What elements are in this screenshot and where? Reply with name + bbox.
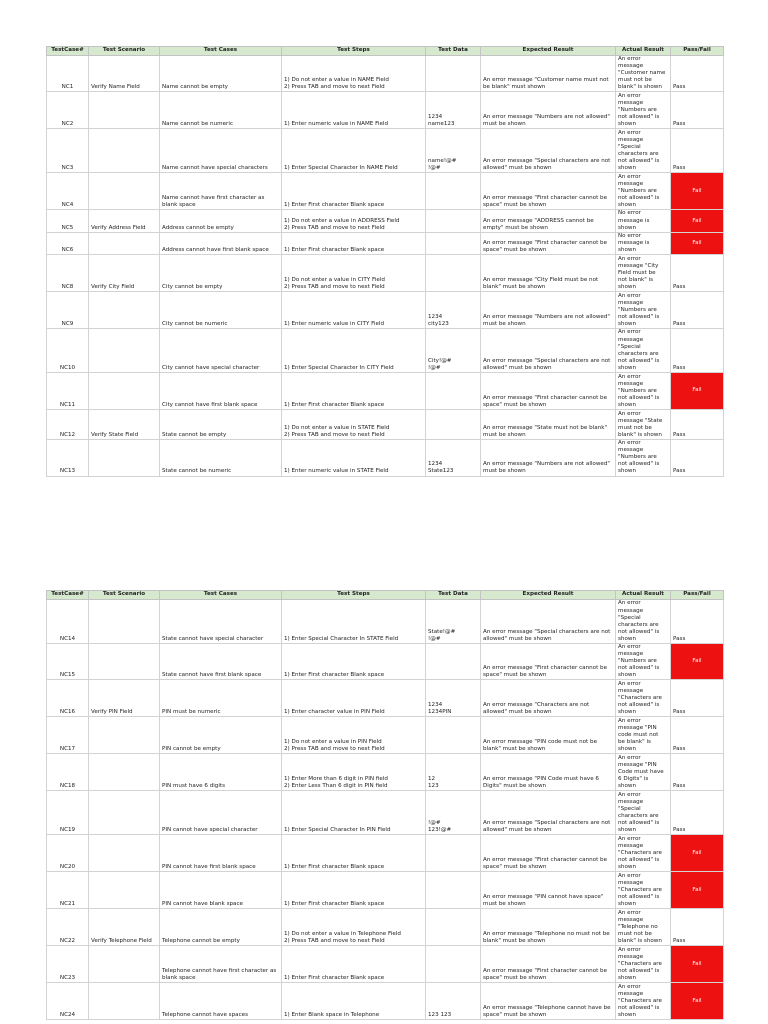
expected-result: An error message "Characters are not allowed" must be shown xyxy=(481,680,616,717)
test-case: Name cannot have first character as blank space xyxy=(160,173,282,210)
col-header-status: Pass/Fail xyxy=(671,591,724,600)
table-row xyxy=(47,717,724,754)
test-steps: 1) Enter Special Character In STATE Field xyxy=(282,600,426,644)
expected-result: An error message "First character cannot be space" must be shown xyxy=(481,173,616,210)
status-badge: Fail xyxy=(671,373,724,410)
status-badge: Fail xyxy=(671,872,724,909)
actual-result: An error message "Characters are not allowed" is shown xyxy=(616,946,671,983)
test-case: State cannot have first blank space xyxy=(160,644,282,680)
test-scenario xyxy=(89,791,160,835)
status-badge: Fail xyxy=(671,210,724,232)
test-steps: 1) Enter numeric value in STATE Field xyxy=(282,440,426,476)
test-case: PIN cannot have blank space xyxy=(160,872,282,909)
col-header-scenario: Test Scenario xyxy=(89,47,160,56)
col-header-expected: Expected Result xyxy=(481,47,616,56)
testcase-id: NC1 xyxy=(47,56,89,92)
test-scenario: Verify City Field xyxy=(89,255,160,292)
test-data xyxy=(426,373,481,410)
table-row xyxy=(47,373,724,410)
col-header-cases: Test Cases xyxy=(160,591,282,600)
test-case: Name cannot be numeric xyxy=(160,92,282,129)
actual-result: An error message "Characters are not allowed" is shown xyxy=(616,872,671,909)
testcase-id: NC8 xyxy=(47,255,89,292)
test-case-table-2 xyxy=(46,590,724,1020)
test-case: PIN cannot have first blank space xyxy=(160,835,282,872)
testcase-id: NC16 xyxy=(47,680,89,717)
test-steps: 1) Enter First character Blank space xyxy=(282,872,426,909)
testcase-id: NC19 xyxy=(47,791,89,835)
col-header-data: Test Data xyxy=(426,591,481,600)
actual-result: No error message is shown xyxy=(616,210,671,232)
test-scenario xyxy=(89,92,160,129)
test-scenario xyxy=(89,983,160,1020)
expected-result: An error message "First character cannot be space" must be shown xyxy=(481,946,616,983)
actual-result: An error message "Characters are not allowed" is shown xyxy=(616,680,671,717)
test-scenario xyxy=(89,129,160,173)
test-steps: 1) Enter Special Character In NAME Field xyxy=(282,129,426,173)
test-data xyxy=(426,835,481,872)
test-case: State cannot have special character xyxy=(160,600,282,644)
table-row xyxy=(47,872,724,909)
test-data: State!@# !@# xyxy=(426,600,481,644)
testcase-id: NC17 xyxy=(47,717,89,754)
expected-result: An error message "Special characters are not allowed" must be shown xyxy=(481,791,616,835)
test-steps: 1) Enter First character Blank space xyxy=(282,173,426,210)
actual-result: An error message "Numbers are not allowed" is shown xyxy=(616,373,671,410)
col-header-testcase: TestCase# xyxy=(47,47,89,56)
test-scenario xyxy=(89,754,160,791)
test-case: PIN must be numeric xyxy=(160,680,282,717)
testcase-id: NC14 xyxy=(47,600,89,644)
testcase-id: NC15 xyxy=(47,644,89,680)
status-badge: Fail xyxy=(671,232,724,254)
test-scenario xyxy=(89,232,160,254)
actual-result: An error message "Numbers are not allowed" is shown xyxy=(616,440,671,476)
actual-result: An error message "Characters are not allowed" is shown xyxy=(616,835,671,872)
table-row xyxy=(47,92,724,129)
test-case: PIN cannot have special character xyxy=(160,791,282,835)
table-row xyxy=(47,129,724,173)
expected-result: An error message "Special characters are not allowed" must be shown xyxy=(481,129,616,173)
actual-result: An error message "Special characters are not allowed" is shown xyxy=(616,329,671,373)
actual-result: An error message "Numbers are not allowed" is shown xyxy=(616,173,671,210)
actual-result: An error message "Special characters are not allowed" is shown xyxy=(616,129,671,173)
test-scenario: Verify Name Field xyxy=(89,56,160,92)
test-case-table-1 xyxy=(46,46,724,477)
table-row xyxy=(47,232,724,254)
test-scenario xyxy=(89,292,160,329)
expected-result: An error message "First character cannot be space" must be shown xyxy=(481,835,616,872)
actual-result: An error message "State must not be blank" is shown xyxy=(616,410,671,440)
test-scenario: Verify Address Field xyxy=(89,210,160,232)
expected-result: An error message "Telephone no must not be blank" must be shown xyxy=(481,909,616,946)
test-scenario xyxy=(89,946,160,983)
test-scenario xyxy=(89,173,160,210)
table-row xyxy=(47,644,724,680)
test-data xyxy=(426,644,481,680)
table-row xyxy=(47,909,724,946)
status-badge: Fail xyxy=(671,946,724,983)
status-badge: Pass xyxy=(671,329,724,373)
test-steps: 1) Enter character value in PIN Field xyxy=(282,680,426,717)
test-case: PIN cannot be empty xyxy=(160,717,282,754)
expected-result: An error message "Special characters are not allowed" must be shown xyxy=(481,600,616,644)
actual-result: An error message "Special characters are not allowed" is shown xyxy=(616,791,671,835)
test-data xyxy=(426,255,481,292)
expected-result: An error message "ADDRESS cannot be empty" must be shown xyxy=(481,210,616,232)
test-data: 1234 State123 xyxy=(426,440,481,476)
test-scenario xyxy=(89,329,160,373)
expected-result: An error message "First character cannot be space" must be shown xyxy=(481,232,616,254)
expected-result: An error message "Numbers are not allowed" must be shown xyxy=(481,292,616,329)
status-badge: Fail xyxy=(671,835,724,872)
testcase-id: NC18 xyxy=(47,754,89,791)
test-steps: 1) Enter First character Blank space xyxy=(282,232,426,254)
status-badge: Pass xyxy=(671,255,724,292)
test-data xyxy=(426,56,481,92)
header-row xyxy=(47,47,724,56)
expected-result: An error message "First character cannot be space" must be shown xyxy=(481,644,616,680)
test-steps: 1) Enter First character Blank space xyxy=(282,946,426,983)
col-header-data: Test Data xyxy=(426,47,481,56)
test-case: State cannot be empty xyxy=(160,410,282,440)
testcase-id: NC13 xyxy=(47,440,89,476)
test-case: Address cannot be empty xyxy=(160,210,282,232)
status-badge: Pass xyxy=(671,129,724,173)
test-case: Telephone cannot have spaces xyxy=(160,983,282,1020)
test-steps: 1) Do not enter a value in NAME Field 2) Press TAB and move to next Field xyxy=(282,56,426,92)
test-scenario xyxy=(89,717,160,754)
status-badge: Pass xyxy=(671,292,724,329)
test-steps: 1) Enter First character Blank space xyxy=(282,835,426,872)
actual-result: An error message "City Field must be not blank" is shown xyxy=(616,255,671,292)
actual-result: An error message "Numbers are not allowed" is shown xyxy=(616,92,671,129)
status-badge: Pass xyxy=(671,717,724,754)
actual-result: An error message "Numbers are not allowed" is shown xyxy=(616,292,671,329)
actual-result: An error message "Special characters are not allowed" is shown xyxy=(616,600,671,644)
test-steps: 1) Do not enter a value in CITY Field 2) Press TAB and move to next Field xyxy=(282,255,426,292)
expected-result: An error message "PIN cannot have space" must be shown xyxy=(481,872,616,909)
test-case: State cannot be numeric xyxy=(160,440,282,476)
test-data xyxy=(426,410,481,440)
expected-result: An error message "Customer name must not be blank" must shown xyxy=(481,56,616,92)
col-header-scenario: Test Scenario xyxy=(89,591,160,600)
actual-result: An error message "Characters are not allowed" is shown xyxy=(616,983,671,1020)
test-scenario xyxy=(89,872,160,909)
test-steps: 1) Do not enter a value in PIN Field 2) Press TAB and move to next Field xyxy=(282,717,426,754)
table-row xyxy=(47,600,724,644)
testcase-id: NC10 xyxy=(47,329,89,373)
table-row xyxy=(47,946,724,983)
testcase-id: NC24 xyxy=(47,983,89,1020)
testcase-id: NC4 xyxy=(47,173,89,210)
test-steps: 1) Enter First character Blank space xyxy=(282,644,426,680)
table-row xyxy=(47,680,724,717)
test-data: 1234 city123 xyxy=(426,292,481,329)
actual-result: An error message "Numbers are not allowed" is shown xyxy=(616,644,671,680)
test-steps: 1) Do not enter a value in Telephone Field 2) Press TAB and move to next Field xyxy=(282,909,426,946)
test-steps: 1) Enter numeric value in CITY Field xyxy=(282,292,426,329)
test-scenario: Verify PIN Field xyxy=(89,680,160,717)
table-row xyxy=(47,835,724,872)
status-badge: Fail xyxy=(671,173,724,210)
actual-result: An error message "PIN Code must have 6 Digits" is shown xyxy=(616,754,671,791)
table-row xyxy=(47,210,724,232)
testcase-id: NC2 xyxy=(47,92,89,129)
test-case: PIN must have 6 digits xyxy=(160,754,282,791)
status-badge: Pass xyxy=(671,791,724,835)
test-data xyxy=(426,872,481,909)
col-header-testcase: TestCase# xyxy=(47,591,89,600)
test-steps: 1) Enter Blank space in Telephone xyxy=(282,983,426,1020)
test-case: Name cannot have special characters xyxy=(160,129,282,173)
test-data xyxy=(426,210,481,232)
expected-result: An error message "City Field must be not blank" must be shown xyxy=(481,255,616,292)
status-badge: Pass xyxy=(671,56,724,92)
status-badge: Pass xyxy=(671,92,724,129)
test-steps: 1) Enter Special Character In CITY Field xyxy=(282,329,426,373)
test-case: City cannot be numeric xyxy=(160,292,282,329)
test-data: City!@# !@# xyxy=(426,329,481,373)
status-badge: Pass xyxy=(671,754,724,791)
test-steps: 1) Do not enter a value in ADDRESS Field 2) Press TAB and move to next Field xyxy=(282,210,426,232)
test-data xyxy=(426,909,481,946)
test-steps: 1) Enter More than 6 digit in PIN field 2) Enter Less Than 6 digit in PIN field xyxy=(282,754,426,791)
test-data: 1234 name123 xyxy=(426,92,481,129)
test-scenario xyxy=(89,373,160,410)
actual-result: An error message "Customer name must not be blank" is shown xyxy=(616,56,671,92)
test-case: Telephone cannot be empty xyxy=(160,909,282,946)
actual-result: An error message "PIN code must not be blank" is shown xyxy=(616,717,671,754)
table-row xyxy=(47,292,724,329)
table-row xyxy=(47,791,724,835)
test-scenario xyxy=(89,644,160,680)
status-badge: Pass xyxy=(671,680,724,717)
testcase-id: NC6 xyxy=(47,232,89,254)
table-row xyxy=(47,754,724,791)
test-data xyxy=(426,946,481,983)
table-row xyxy=(47,983,724,1020)
test-steps: 1) Enter numeric value in NAME Field xyxy=(282,92,426,129)
test-case: City cannot be empty xyxy=(160,255,282,292)
col-header-steps: Test Steps xyxy=(282,47,426,56)
col-header-expected: Expected Result xyxy=(481,591,616,600)
test-scenario xyxy=(89,440,160,476)
table-row xyxy=(47,410,724,440)
header-row xyxy=(47,591,724,600)
test-case: Telephone cannot have first character as blank space xyxy=(160,946,282,983)
status-badge: Fail xyxy=(671,644,724,680)
testcase-id: NC5 xyxy=(47,210,89,232)
test-steps: 1) Enter Special Character In PIN Field xyxy=(282,791,426,835)
actual-result: An error message "Telephone no must not be blank" is shown xyxy=(616,909,671,946)
expected-result: An error message "State must not be blank" must be shown xyxy=(481,410,616,440)
col-header-cases: Test Cases xyxy=(160,47,282,56)
test-data xyxy=(426,717,481,754)
expected-result: An error message "Numbers are not allowed" must be shown xyxy=(481,440,616,476)
test-steps: 1) Do not enter a value in STATE Field 2) Press TAB and move to next Field xyxy=(282,410,426,440)
testcase-id: NC12 xyxy=(47,410,89,440)
testcase-id: NC23 xyxy=(47,946,89,983)
test-case: Name cannot be empty xyxy=(160,56,282,92)
testcase-id: NC21 xyxy=(47,872,89,909)
table-row xyxy=(47,329,724,373)
testcase-id: NC9 xyxy=(47,292,89,329)
test-case: Address cannot have first blank space xyxy=(160,232,282,254)
test-data: 12 123 xyxy=(426,754,481,791)
col-header-steps: Test Steps xyxy=(282,591,426,600)
test-case: City cannot have special character xyxy=(160,329,282,373)
test-data xyxy=(426,232,481,254)
testcase-id: NC22 xyxy=(47,909,89,946)
test-case: City cannot have first blank space xyxy=(160,373,282,410)
test-data xyxy=(426,173,481,210)
expected-result: An error message "Special characters are not allowed" must be shown xyxy=(481,329,616,373)
test-scenario xyxy=(89,600,160,644)
test-data: 123 123 xyxy=(426,983,481,1020)
actual-result: No error message is shown xyxy=(616,232,671,254)
test-scenario: Verify State Field xyxy=(89,410,160,440)
status-badge: Pass xyxy=(671,600,724,644)
expected-result: An error message "PIN code must not be blank" must be shown xyxy=(481,717,616,754)
table-row xyxy=(47,56,724,92)
table-row xyxy=(47,255,724,292)
test-data: name!@# !@# xyxy=(426,129,481,173)
testcase-id: NC11 xyxy=(47,373,89,410)
col-header-status: Pass/Fail xyxy=(671,47,724,56)
status-badge: Pass xyxy=(671,440,724,476)
testcase-id: NC3 xyxy=(47,129,89,173)
test-data: 1234 1234PIN xyxy=(426,680,481,717)
table-row xyxy=(47,440,724,476)
col-header-actual: Actual Result xyxy=(616,47,671,56)
expected-result: An error message "First character cannot be space" must be shown xyxy=(481,373,616,410)
expected-result: An error message "Numbers are not allowed" must be shown xyxy=(481,92,616,129)
status-badge: Fail xyxy=(671,983,724,1020)
expected-result: An error message "Telephone cannot have be space" must be shown xyxy=(481,983,616,1020)
test-data: !@# 123!@# xyxy=(426,791,481,835)
testcase-id: NC20 xyxy=(47,835,89,872)
col-header-actual: Actual Result xyxy=(616,591,671,600)
table-row xyxy=(47,173,724,210)
test-scenario: Verify Telephone Field xyxy=(89,909,160,946)
test-scenario xyxy=(89,835,160,872)
expected-result: An error message "PIN Code must have 6 Digits" must be shown xyxy=(481,754,616,791)
status-badge: Pass xyxy=(671,909,724,946)
status-badge: Pass xyxy=(671,410,724,440)
test-steps: 1) Enter First character Blank space xyxy=(282,373,426,410)
